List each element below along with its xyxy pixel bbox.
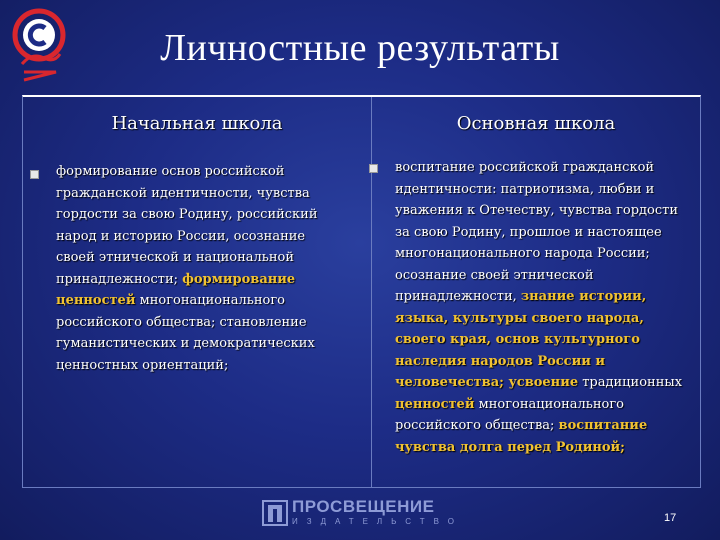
highlighted-text-segment: воспитание чувства долга перед Родиной;	[395, 418, 648, 455]
publisher-subtitle: ИЗДАТЕЛЬСТВО	[292, 517, 463, 526]
column-divider	[371, 97, 372, 487]
text-segment: воспитание российской гражданской идентичности: патриотизма, любви и уважения к Отечеству, чувства гордости за свою Родину, прошлое и настоящее многонационального народа России; осознание своей этнической принадлежности,	[395, 160, 678, 304]
text-segment: традиционных	[578, 375, 683, 390]
publisher-logo	[262, 497, 462, 531]
prosveshchenie-logo-icon	[262, 499, 288, 527]
highlighted-text-segment: знание истории, языка, культуры своего народа, своего края, основ культурного наследия народов России и человечества; усвоение	[395, 289, 647, 390]
text-segment: формирование основ российской гражданской идентичности, чувства гордости за свою Родину, российский народ и историю России, осознание своей этнической и национальной принадлежности;	[56, 164, 318, 287]
comparison-table	[22, 95, 701, 488]
publisher-name: ПРОСВЕЩЕНИЕ	[292, 497, 435, 516]
slide-title: Личностные результаты	[160, 27, 560, 69]
basic-school-results-text	[395, 157, 691, 458]
highlighted-text-segment: ценностей	[395, 396, 475, 412]
page-number: 17	[664, 512, 677, 524]
column-heading-primary-school: Начальная школа	[111, 113, 283, 134]
text-segment: многонационального российского общества;	[395, 396, 624, 433]
highlighted-text-segment: формирование ценностей	[56, 271, 296, 308]
column-heading-basic-school: Основная школа	[456, 113, 616, 134]
square-bullet-icon	[30, 170, 39, 179]
square-bullet-icon	[369, 164, 378, 173]
text-segment: многонационального российского общества; становление гуманистических и демократических ценностных ориентаций;	[56, 293, 315, 373]
primary-school-results-text	[56, 161, 346, 376]
